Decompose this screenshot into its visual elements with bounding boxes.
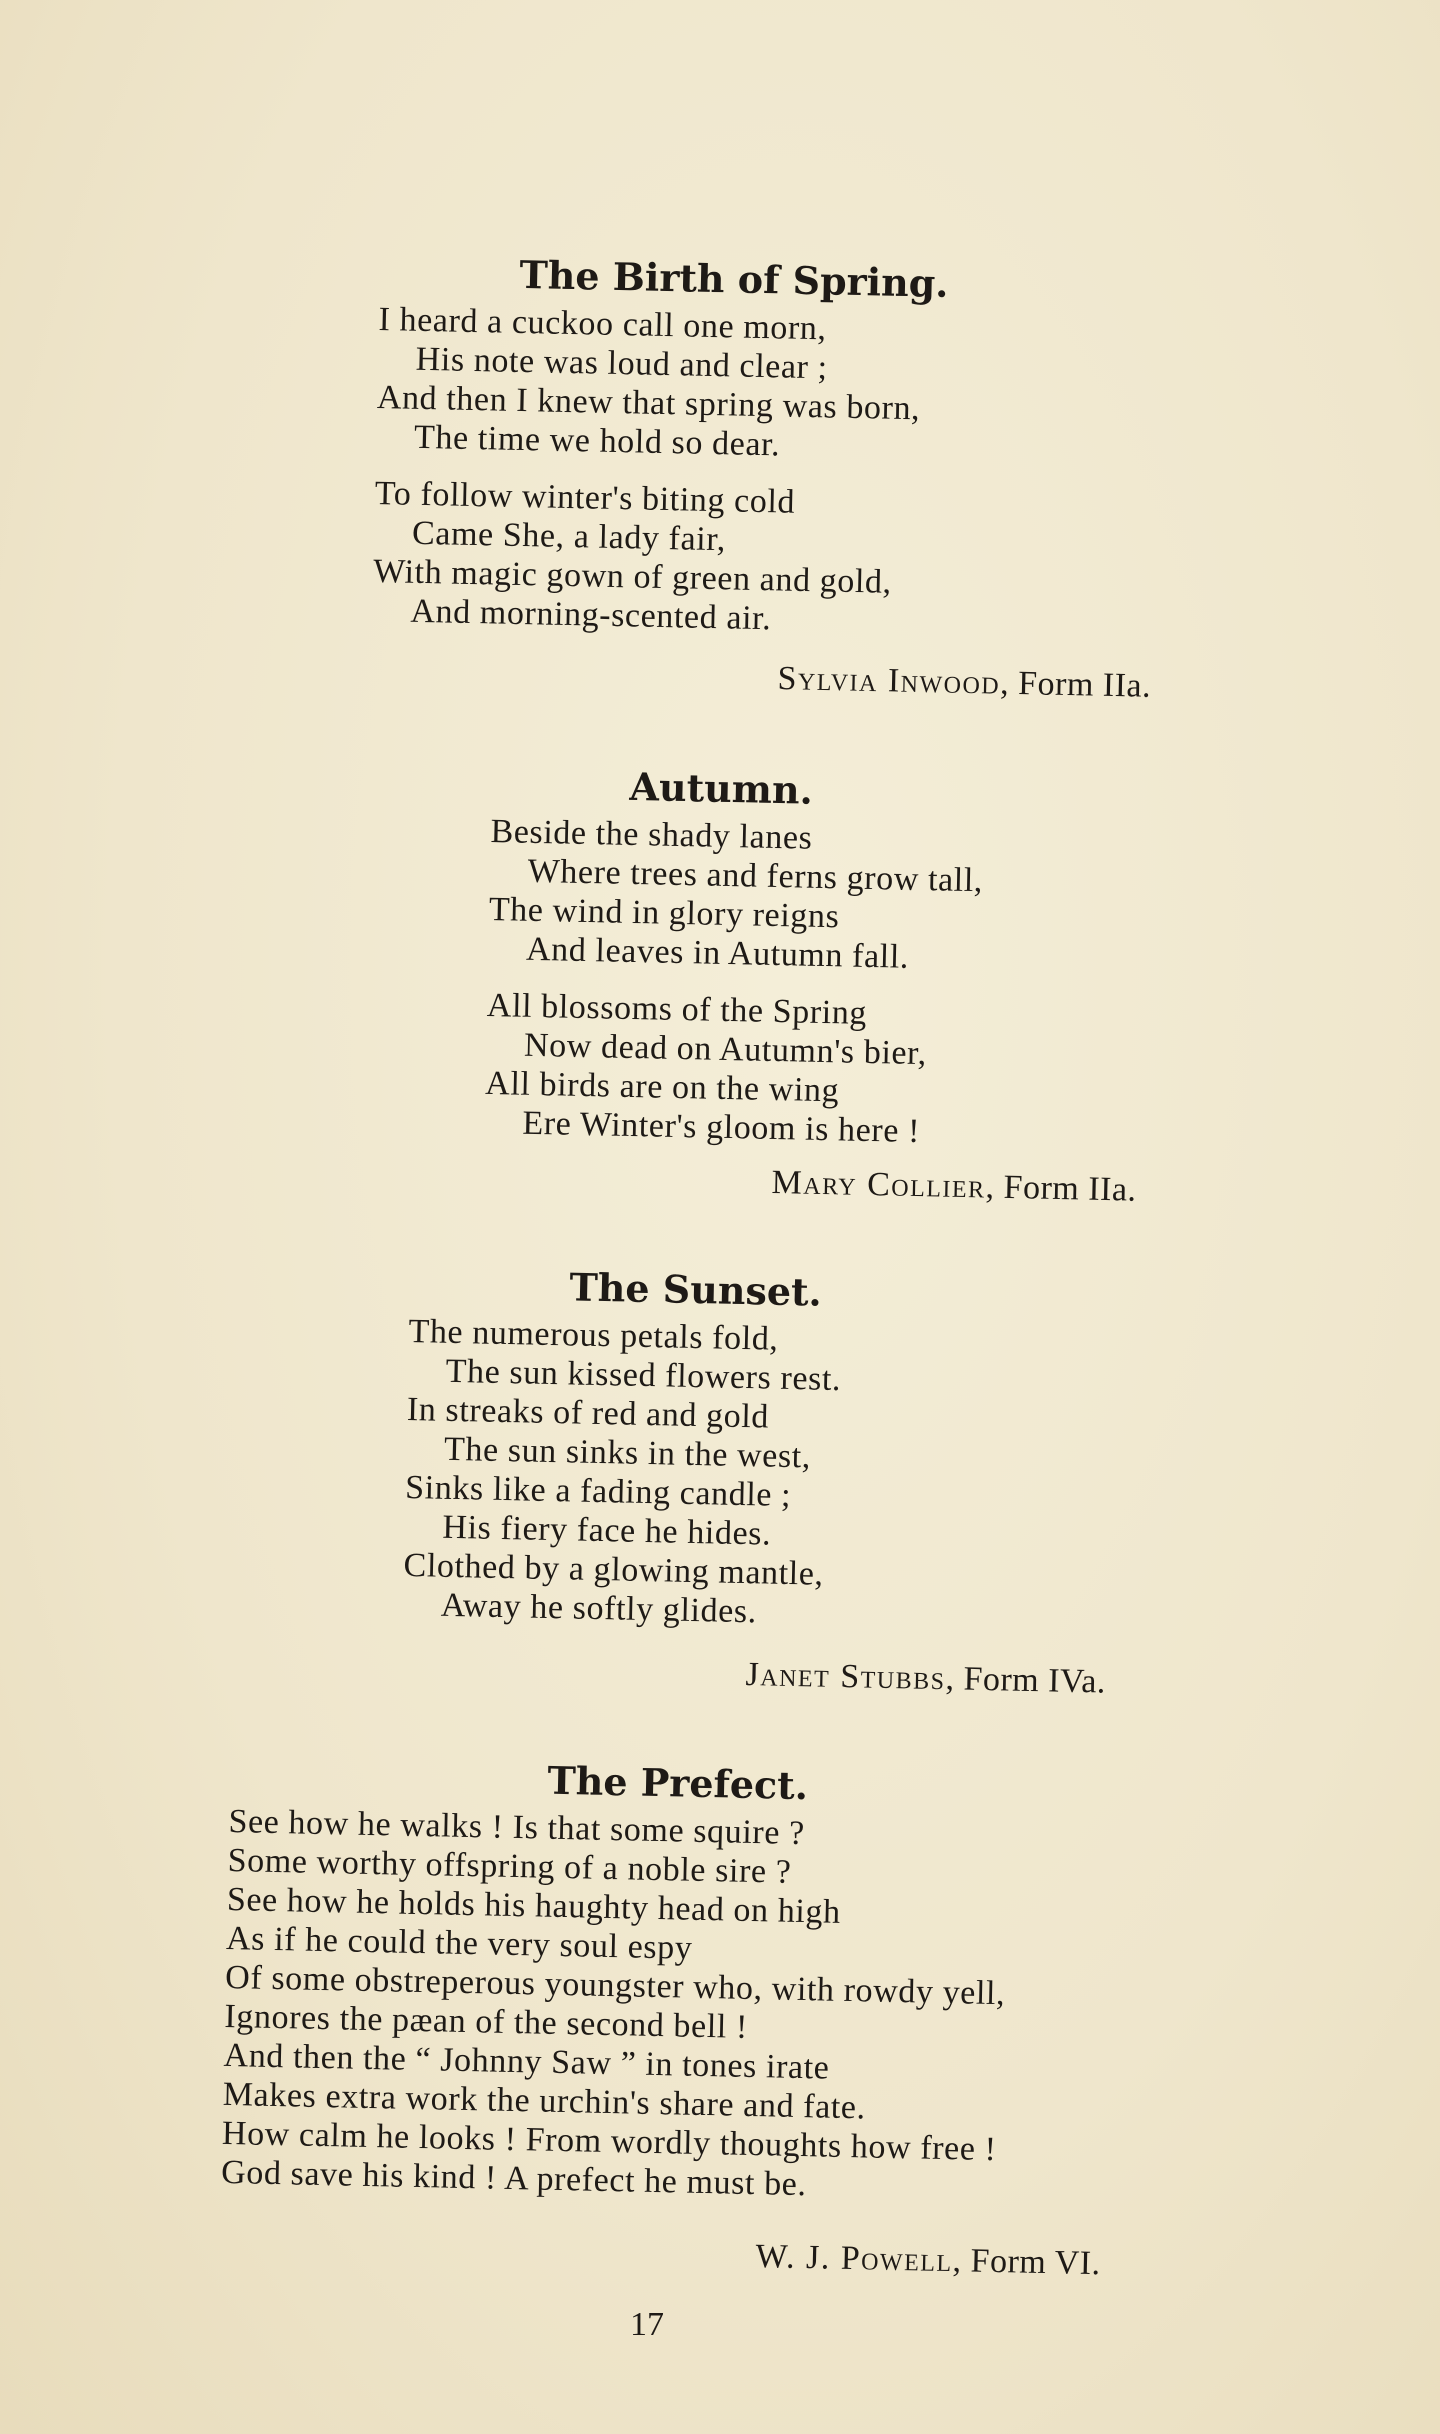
poem-line: How calm he looks ! From wordly thoughts how free ! bbox=[221, 2114, 997, 2169]
poem-line: His note was loud and clear ; bbox=[415, 340, 829, 387]
poem-line: Ignores the pæan of the second bell ! bbox=[224, 1997, 749, 2046]
author-form: , Form IIa. bbox=[999, 664, 1152, 705]
page-number: 17 bbox=[630, 2306, 664, 2343]
poem-line: And leaves in Autumn fall. bbox=[525, 930, 910, 976]
byline bbox=[745, 1656, 1106, 1702]
byline bbox=[755, 2238, 1101, 2283]
poem-line: Clothed by a glowing mantle, bbox=[403, 1546, 824, 1593]
poem-line: God save his kind ! A prefect he must be. bbox=[220, 2153, 807, 2204]
author-name: Janet Stubbs bbox=[745, 1656, 946, 1698]
poem-title: Autumn. bbox=[629, 763, 814, 813]
poem-line: Some worthy offspring of a noble sire ? bbox=[227, 1841, 792, 1891]
stanza bbox=[402, 1312, 842, 1633]
poem-title: The Prefect. bbox=[547, 1757, 809, 1809]
poem-title: The Birth of Spring. bbox=[519, 251, 950, 306]
poem-line: To follow winter's biting cold bbox=[374, 474, 796, 521]
poem-line: Of some obstreperous youngster who, with rowdy yell, bbox=[224, 1958, 1006, 2013]
author-name: Sylvia Inwood bbox=[777, 660, 1001, 702]
poem-line: Came She, a lady fair, bbox=[411, 514, 727, 559]
poem-line: Beside the shady lanes bbox=[490, 812, 813, 857]
poem-birth-of-spring bbox=[372, 250, 949, 660]
poem-title: The Sunset. bbox=[569, 1264, 823, 1315]
poem-line: And morning-scented air. bbox=[410, 592, 772, 638]
poem-line: The time we hold so dear. bbox=[413, 418, 781, 464]
poem-line: Ere Winter's gloom is here ! bbox=[522, 1104, 921, 1151]
stanza bbox=[372, 474, 944, 642]
byline bbox=[777, 660, 1151, 706]
poem-line: Where trees and ferns grow tall, bbox=[527, 852, 984, 900]
author-name: W. J. Powell bbox=[755, 2238, 954, 2280]
poem-line: Makes extra work the urchin's share and fate. bbox=[222, 2075, 867, 2127]
poem-line: All birds are on the wing bbox=[484, 1064, 840, 1110]
poem-the-sunset bbox=[402, 1262, 843, 1651]
poem-line: In streaks of red and gold bbox=[406, 1390, 770, 1436]
poem-line: And then I knew that spring was born, bbox=[376, 378, 921, 428]
byline bbox=[771, 1164, 1137, 1210]
author-form: , Form VI. bbox=[952, 2242, 1101, 2283]
stanza bbox=[488, 812, 985, 978]
poem-line: The sun sinks in the west, bbox=[443, 1430, 812, 1476]
poem-line: I heard a cuckoo call one morn, bbox=[378, 300, 827, 348]
poem-line: All blossoms of the Spring bbox=[486, 986, 868, 1032]
poem-line: See how he holds his haughty head on high bbox=[226, 1880, 842, 1931]
author-form: , Form IVa. bbox=[945, 1660, 1107, 1701]
poem-line: The wind in glory reigns bbox=[488, 890, 840, 936]
poem-line: The sun kissed flowers rest. bbox=[445, 1352, 842, 1399]
poem-line: Sinks like a fading candle ; bbox=[404, 1468, 792, 1515]
poem-line: His fiery face he hides. bbox=[442, 1508, 772, 1553]
poem-line: The numerous petals fold, bbox=[408, 1312, 779, 1358]
poem-line: Away he softly glides. bbox=[440, 1586, 758, 1631]
author-name: Mary Collier bbox=[771, 1164, 987, 1206]
stanza bbox=[484, 986, 981, 1152]
stanza bbox=[376, 300, 948, 468]
poem-line: See how he walks ! Is that some squire ? bbox=[228, 1802, 806, 1853]
poem-line: And then the “ Johnny Saw ” in tones irate bbox=[223, 2036, 830, 2087]
poem-line: Now dead on Autumn's bier, bbox=[523, 1026, 928, 1073]
poem-line: As if he could the very soul espy bbox=[225, 1919, 693, 1967]
author-form: , Form IIa. bbox=[985, 1168, 1137, 1209]
poem-autumn bbox=[484, 762, 986, 1170]
poem-the-prefect bbox=[220, 1752, 1009, 2226]
poem-line: With magic gown of green and gold, bbox=[372, 552, 893, 601]
stanza bbox=[221, 1802, 1009, 2208]
